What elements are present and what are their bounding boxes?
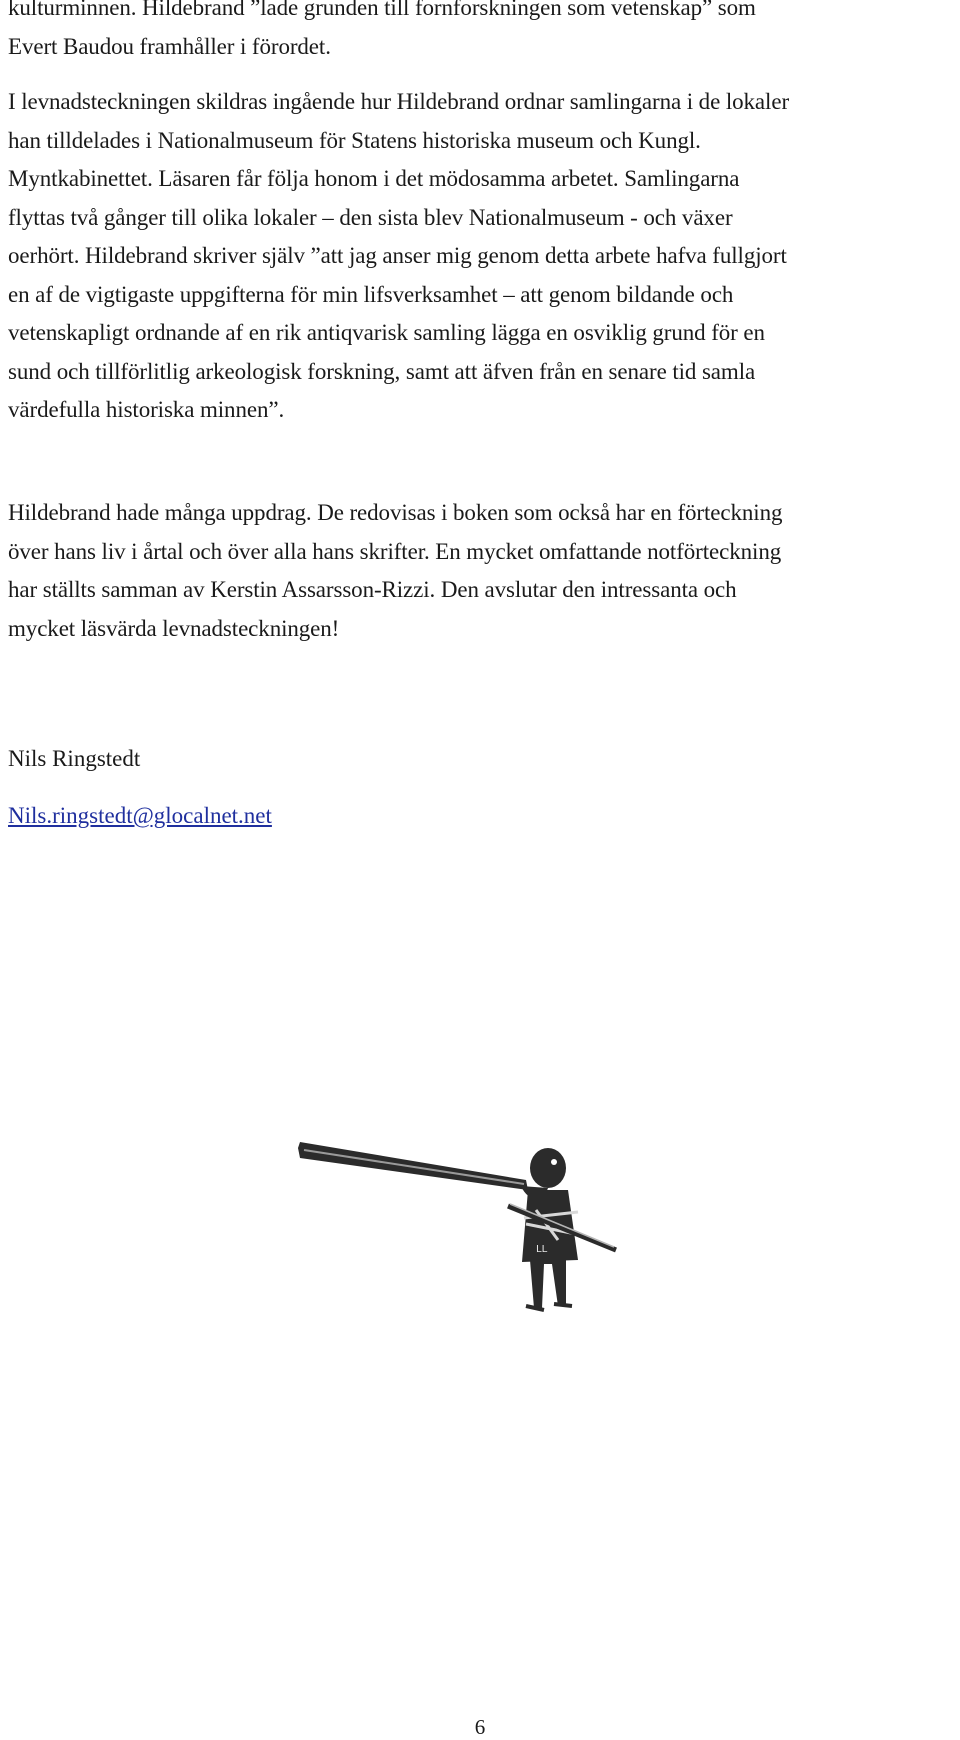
text-line: värdefulla historiska minnen”. [8,397,285,422]
figure-head [530,1148,566,1188]
text-line: Myntkabinettet. Läsaren får följa honom i det mödosamma arbetet. Samlingarna [8,166,740,191]
page-number: 6 [474,1715,486,1739]
text-line: oerhört. Hildebrand skriver själv ”att jag anser mig genom detta arbete hafva fullgjort [8,243,787,268]
author-name: Nils Ringstedt [8,746,141,771]
text-line: Evert Baudou framhåller i förordet. [8,33,331,59]
text-line: I levnadsteckningen skildras ingående hur Hildebrand ordnar samlingarna i de lokaler [8,89,790,114]
horn-highlight [304,1150,524,1184]
text-line: över hans liv i årtal och över alla hans skrifter. En mycket omfattande notförteckning [8,538,782,564]
text-line: sund och tillförlitlig arkeologisk forskning, samt att äfven från en senare tid samla [8,358,756,384]
text-line: flyttas två gånger till olika lokaler – den sista blev Nationalmuseum - och växer [8,204,733,230]
text-line: har ställts samman av Kerstin Assarsson-Rizzi. Den avslutar den intressanta och [8,577,737,602]
horn-blower-figure-icon [296,1140,656,1340]
text-line: mycket läsvärda levnadsteckningen! [8,615,340,641]
figure-legs [530,1260,566,1308]
text-line: kulturminnen. Hildebrand ”lade grunden till fornforskningen som vetenskap” som [8,0,756,20]
text-line: vetenskapligt ordnande af en rik antiqvarisk samling lägga en osviklig grund för en [8,320,765,345]
figure-initials: LL [536,1244,548,1255]
paragraph-conclusion [8,494,960,648]
text-line: Hildebrand hade många uppdrag. De redovisas i boken som också har en förteckning [8,500,783,525]
text-line: en af de vigtigaste uppgifterna för min lifsverksamhet – att genom bildande och [8,281,734,307]
figure-eye [551,1159,557,1165]
paragraph-biography [8,83,960,430]
figure-feet [526,1304,572,1310]
paragraph-intro-continuation [8,0,960,66]
author-email-link[interactable]: Nils.ringstedt@glocalnet.net [8,803,272,828]
text-line: han tilldelades i Nationalmuseum för Statens historiska museum och Kungl. [8,127,701,153]
